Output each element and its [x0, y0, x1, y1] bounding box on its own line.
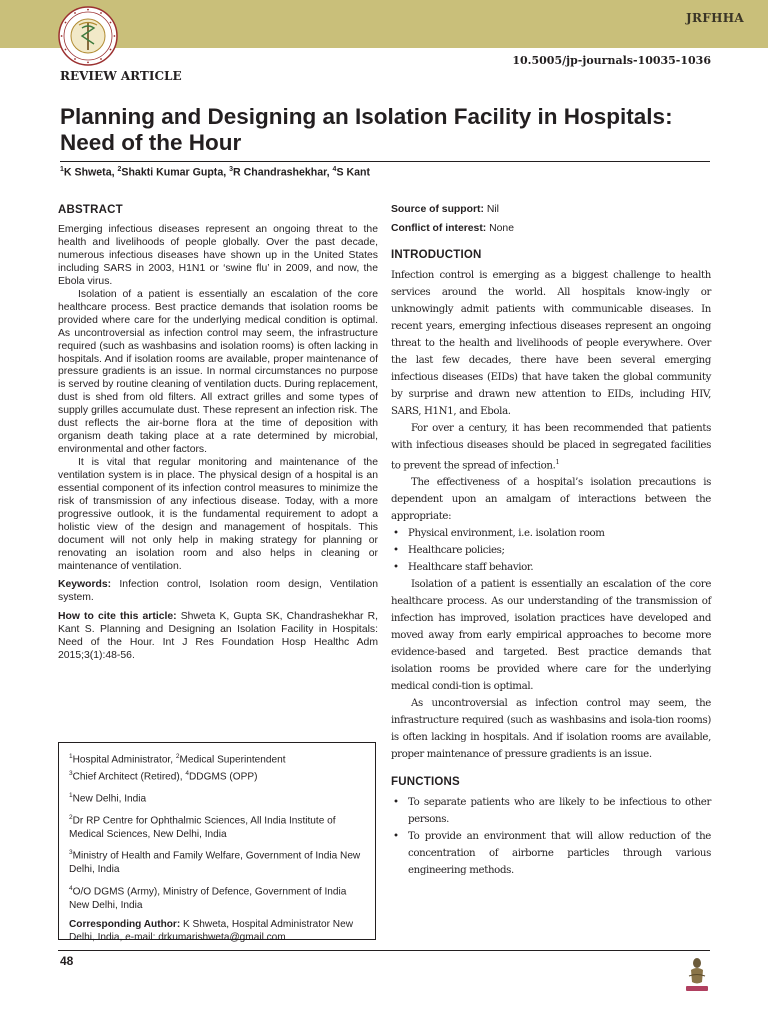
bullet-list — [391, 794, 711, 879]
abstract-paragraph: It is vital that regular monitoring and maintenance of the ventilation system is in place. The physical design of a hospital is an essential component of its infection control measures to minimize the risk of transmission of any infectious disease. Today, with a more progressive outlook, it is the fundamental requirement to adopt a holistic view of the design and management of hospitals. This document will not only help in making strategy for planning or renovating an isolation room and also helps in cleaning or maintenance of ventilation. — [58, 457, 378, 572]
author-name: K Shweta, — [63, 166, 118, 179]
body-paragraph: The effectiveness of a hospital’s isolation precautions is dependent upon an amalgam of interactions between the appropriate: — [391, 477, 711, 523]
title-line-1: Planning and Designing an Isolation Facility in Hospitals: — [60, 104, 673, 129]
keywords-label: Keywords: — [58, 578, 112, 590]
author-name: Shakti Kumar Gupta, — [121, 166, 230, 179]
list-item: • Healthcare staff behavior. — [391, 559, 711, 576]
journal-name: JRFHHA — [686, 11, 744, 25]
affiliation-number: 1 — [69, 791, 73, 799]
corresponding-author-text: K Shweta, Hospital Administrator New Delhi, India, e-mail: drkumarishweta@gmail.com — [69, 918, 354, 944]
title-divider — [60, 161, 710, 162]
author-number: 3 — [229, 166, 234, 173]
abstract-paragraph: Isolation of a patient is essentially an escalation of the core healthcare process. Best practice demands that isolation rooms be provided where care for the underlying medical condition is optimal. As uncontroversial as infection control may seem, the infrastructure required (such as washbasins and isolation rooms) is often lacking in hospitals. And if isolation rooms are available, proper maintenance of pressure gradients is an issue. In normal circumstances no purpose is served by routine cleaning of ventilation ducts. During replacement, dust is shed from old filters. All extract grilles and some types of supply grilles accumulate dust. These represent an infection risk. The dust reflects the air-borne flora at the time of deposition with organism death taking place at a rate determined by microbial, environmental and other factors. — [58, 288, 378, 456]
doi: 10.5005/jp-journals-10035-1036 — [512, 54, 711, 67]
corresponding-author-label: Corresponding Author: — [69, 918, 181, 930]
affiliation-role: Medical Superintendent — [179, 754, 286, 766]
article-type: REVIEW ARTICLE — [60, 69, 182, 83]
affiliation: $^3$Ministry of Health and Family Welfare, Government of India New Delhi, India — [69, 849, 361, 876]
affiliation-roles-line — [69, 767, 365, 784]
author-name: S Kant — [336, 166, 370, 179]
introduction-body — [391, 267, 711, 763]
affiliation-number: 4 — [69, 884, 73, 892]
author-number: 1 — [60, 166, 64, 173]
author-number: 2 — [117, 166, 122, 173]
functions-body — [391, 794, 711, 879]
list-item: • Healthcare policies; — [391, 542, 711, 559]
affiliation-number: 2 — [69, 813, 73, 821]
left-column — [58, 204, 378, 662]
article-title — [60, 104, 720, 156]
abstract-paragraph: Emerging infectious diseases represent an ongoing threat to the health and livelihoods of people globally. Over the past decade, numerous infectious diseases have shown up in the United States including SARS in 2003, H1N1 or ‘swine flu’ in 2009, and now, the Ebola virus. — [58, 224, 378, 287]
affiliation-number: 1 — [69, 753, 73, 760]
affiliation: $^2$Dr RP Centre for Ophthalmic Sciences, All India Institute of Medical Sciences, New Delhi, India — [69, 813, 336, 840]
affiliation-role: Hospital Administrator, — [72, 754, 176, 766]
list-item: • To provide an environment that will allow reduction of the concentration of airborne particles through various engineering methods. — [391, 828, 711, 879]
source-of-support: Source of support: Nil — [391, 204, 499, 215]
body-paragraph: Infection control is emerging as a biggest challenge to health services around the world. All hospitals know-ingly or unknowingly admit patients with communicable diseases. In recent years, emerging infectious diseases represent an ongoing threat to the health and livelihoods of people everywhere. Over the last few decades, there have been several emerging infectious diseases (EIDs) that have taken the global community by surprise and drawn new attention to EIDs, including HIV, SARS, H1N1, and Ebola. — [391, 270, 711, 417]
conflict-of-interest: Conflict of interest: None — [391, 223, 514, 234]
body-paragraph: Isolation of a patient is essentially an escalation of the core healthcare process. As our understanding of the transmission of infection has improved, isolation practices have developed and moved away from early empirical approaches to become more evidence-based and targeted. Best practice demands that isolation rooms be provided where care for the underlying medical condi-tion is optimal. — [391, 579, 711, 693]
keywords — [58, 579, 378, 605]
footer-divider — [58, 950, 710, 951]
abstract-body — [58, 224, 378, 574]
page-number: 48 — [60, 954, 74, 968]
bullet-list — [391, 525, 711, 576]
abstract-heading: ABSTRACT — [58, 204, 123, 216]
right-column — [391, 203, 711, 879]
reference-marker: 1 — [555, 458, 560, 466]
affiliation-number: 3 — [69, 769, 73, 777]
journal-seal-logo — [58, 6, 118, 66]
author-name: R Chandrashekhar, — [233, 166, 333, 179]
citation-text: Shweta K, Gupta SK, Chandrashekhar R, Kant S. Planning and Designing an Isolation Facility in Hospitals: Need of the Hour. Int J Res Foundation Hosp Healthc Adm 2015;3(1):48-56. — [58, 610, 378, 661]
keywords-text: Infection control, Isolation room design, Ventilation system. — [58, 578, 378, 603]
list-item: • To separate patients who are likely to be infectious to other persons. — [391, 794, 711, 828]
affiliation-roles-line — [69, 750, 365, 767]
affiliation: $^4$O/O DGMS (Army), Ministry of Defence, Government of India New Delhi, India — [69, 884, 347, 911]
affiliation-number: 3 — [69, 849, 73, 857]
affiliation-number: 4 — [185, 769, 190, 777]
author-number: 4 — [332, 166, 337, 173]
affiliation-role: DDGMS (OPP) — [189, 771, 258, 783]
affiliations-box — [58, 742, 376, 944]
corresponding-author — [69, 918, 365, 945]
affiliation: $^1$New Delhi, India — [69, 791, 147, 805]
body-paragraph: For over a century, it has been recommended that patients with infectious diseases should be placed in segregated facilities to prevent the spread of infection.$^1$ — [391, 423, 711, 472]
affiliation-number: 2 — [175, 753, 180, 760]
citation-label: How to cite this article: — [58, 610, 177, 622]
publisher-emblem-icon — [684, 954, 710, 994]
list-item: • Physical environment, i.e. isolation room — [391, 525, 711, 542]
affiliation-role: Chief Architect (Retired), — [72, 771, 186, 783]
author-list — [60, 166, 370, 179]
title-line-2: Need of the Hour — [60, 130, 242, 155]
introduction-heading: INTRODUCTION — [391, 249, 482, 261]
citation — [58, 611, 378, 663]
body-paragraph: As uncontroversial as infection control may seem, the infrastructure required (such as washbasins and isola-tion rooms) is often lacking in hospitals. And if isolation rooms are available, proper maintenance of pressure gradients is an issue. — [391, 698, 711, 761]
functions-heading: FUNCTIONS — [391, 776, 460, 789]
